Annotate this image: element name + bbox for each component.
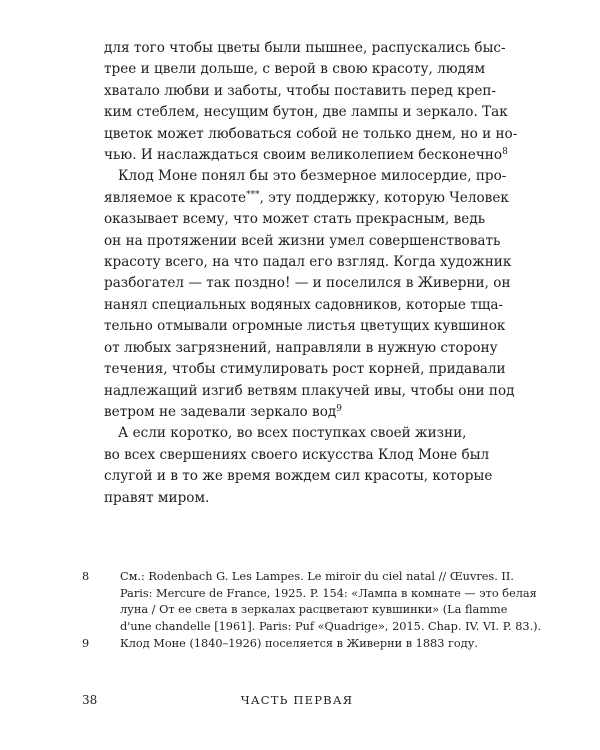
footnote-8: [82, 569, 542, 635]
footnote-line: d'une chandelle [1961]. Paris: Puf «Quadrige», 2015. Chap. IV. VI. P. 83.).: [120, 619, 542, 633]
text-line: течения, чтобы стимулировать рост корней, придавали: [104, 361, 506, 378]
text-fragment: чью. И наслаждаться своим великолепием бесконечно: [104, 147, 503, 164]
paragraph-3: [104, 423, 504, 509]
text-line: хватало любви и заботы, чтобы поставить перед креп-: [104, 82, 497, 99]
footnote-line: Paris: Mercure de France, 1925. P. 154: «Лампа в комнате — это белая: [120, 586, 537, 600]
text-fragment: являемое к красоте: [104, 189, 247, 206]
footnote-number: 8: [82, 570, 90, 583]
page-number: 38: [82, 693, 98, 707]
main-text: [104, 38, 518, 509]
footnote-line: См.: Rodenbach G. Les Lampes. Le miroir du ciel natal // Œuvres. II.: [120, 570, 514, 583]
text-line: надлежащий изгиб ветвям плакучей ивы, чтобы они под: [104, 382, 515, 399]
text-fragment: , эту поддержку, которую Человек: [259, 189, 509, 206]
text-line: красоту всего, на что падал его взгляд. Когда художник: [104, 254, 512, 271]
text-line: [104, 145, 508, 166]
text-line: трее и цвели дольше, с верой в свою красоту, людям: [104, 61, 486, 78]
text-line: правят миром.: [104, 489, 210, 506]
text-line: А если коротко, во всех поступках своей жизни,: [118, 425, 467, 442]
footnote-number: 9: [82, 637, 90, 651]
text-line: Клод Моне понял бы это безмерное милосердие, про-: [118, 168, 507, 185]
text-line: для того чтобы цветы были пышнее, распускались быс-: [104, 40, 506, 56]
footnote-ref-8[interactable]: 8: [502, 147, 508, 158]
text-line: цветок может любоваться собой не только днем, но и но-: [104, 125, 518, 142]
footnote-ref-stars: ***: [246, 189, 260, 200]
text-line: во всех свершениях своего искусства Клод Моне был: [104, 446, 490, 463]
text-line: тельно отмывали огромные листья цветущих кувшинок: [104, 318, 506, 335]
footnote-ref-9[interactable]: 9: [336, 403, 342, 414]
text-line: оказывает всему, что может стать прекрасным, ведь: [104, 211, 486, 228]
text-line: [104, 188, 509, 209]
text-line: от любых загрязнений, направляли в нужную сторону: [104, 339, 498, 356]
text-line: [104, 402, 504, 423]
text-fragment: ветром не задевали зеркало вод: [104, 403, 337, 420]
text-line: нанял специальных водяных садовников, которые тща-: [104, 296, 504, 313]
footnote-9: [82, 636, 512, 653]
paragraph-2: [104, 166, 515, 423]
text-line: разбогател — так поздно! — и поселился в Живерни, он: [104, 275, 511, 292]
text-line: ким стеблем, несущим бутон, две лампы и зеркало. Так: [104, 104, 508, 121]
footnote-line: луна / От ее света в зеркалах расцветают кувшинки» (La flamme: [120, 603, 508, 617]
footnote-line: Клод Моне (1840–1926) поселяется в Живерни в 1883 году.: [120, 637, 478, 651]
footnotes: [82, 569, 542, 654]
running-head: ЧАСТЬ ПЕРВАЯ: [240, 693, 354, 707]
text-line: он на протяжении всей жизни умел совершенствовать: [104, 232, 501, 249]
text-line: слугой и в то же время вождем сил красоты, которые: [104, 468, 493, 485]
paragraph-1: [104, 38, 518, 166]
